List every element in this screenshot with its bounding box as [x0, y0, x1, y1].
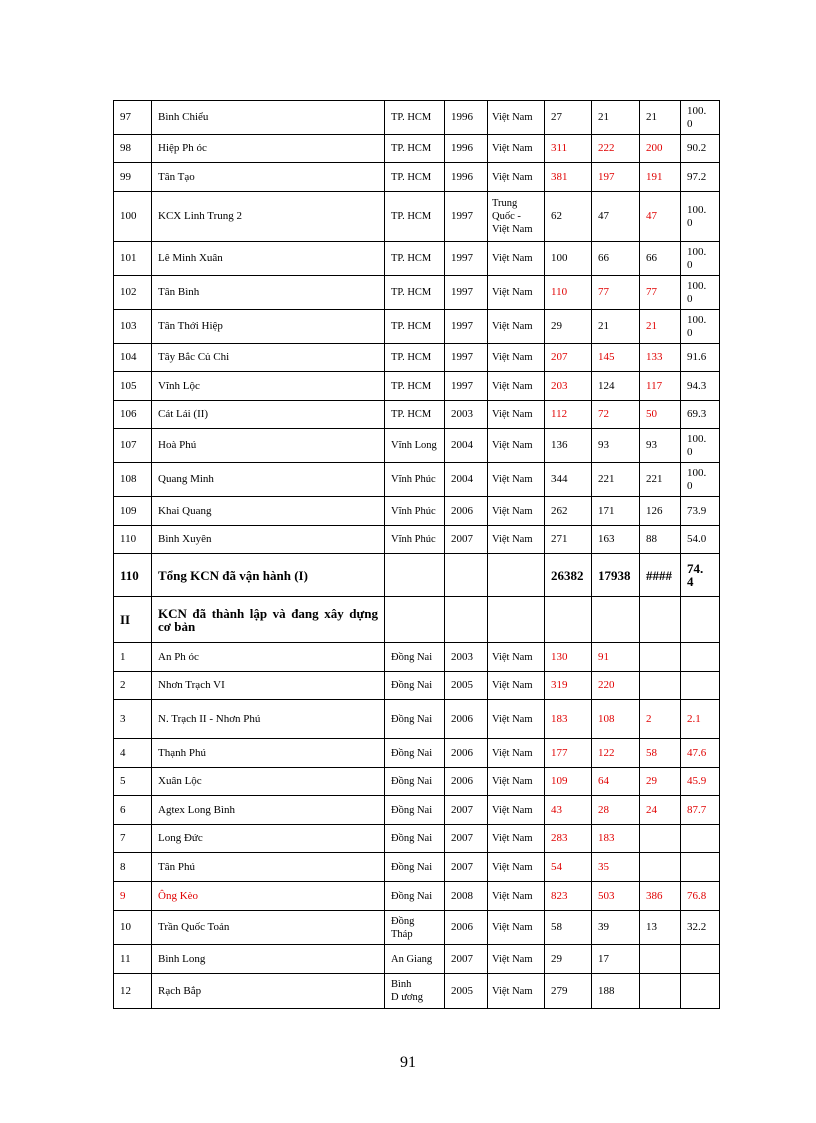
occupancy-rate: 87.7: [681, 796, 720, 825]
table-row: [114, 310, 720, 344]
established-year: 2006: [445, 700, 488, 739]
zone-name: Quang Minh: [152, 463, 385, 497]
industrial-land-area: 66: [592, 242, 640, 276]
leased-area: 29: [640, 768, 681, 796]
leased-area: 24: [640, 796, 681, 825]
industrial-land-area: 64: [592, 768, 640, 796]
established-year: 2004: [445, 463, 488, 497]
row-number: 6: [114, 796, 152, 825]
occupancy-rate: [681, 597, 720, 643]
table-row: [114, 672, 720, 700]
province: Đồng Nai: [385, 739, 445, 768]
total-area: 62: [545, 192, 592, 242]
province: TP. HCM: [385, 310, 445, 344]
table-row: [114, 276, 720, 310]
investor-country: Việt Nam: [488, 945, 545, 974]
total-area: 203: [545, 372, 592, 401]
zone-name: Trần Quốc Toản: [152, 911, 385, 945]
table-row: [114, 911, 720, 945]
established-year: 1997: [445, 192, 488, 242]
total-area: 319: [545, 672, 592, 700]
table-row: [114, 429, 720, 463]
occupancy-rate: 100. 0: [681, 242, 720, 276]
row-number: 4: [114, 739, 152, 768]
established-year: 2006: [445, 768, 488, 796]
table-row: [114, 163, 720, 192]
occupancy-rate: 100. 0: [681, 192, 720, 242]
province: TP. HCM: [385, 344, 445, 372]
investor-country: Việt Nam: [488, 672, 545, 700]
established-year: [445, 597, 488, 643]
row-number: 1: [114, 643, 152, 672]
occupancy-rate: 100. 0: [681, 276, 720, 310]
province: An Giang: [385, 945, 445, 974]
established-year: 2003: [445, 643, 488, 672]
zone-name: Ông Kèo: [152, 882, 385, 911]
established-year: 2006: [445, 911, 488, 945]
total-area: 177: [545, 739, 592, 768]
row-number: 105: [114, 372, 152, 401]
zone-name: N. Trạch II - Nhơn Phú: [152, 700, 385, 739]
total-area: [545, 597, 592, 643]
total-area: 130: [545, 643, 592, 672]
industrial-land-area: 77: [592, 276, 640, 310]
investor-country: Việt Nam: [488, 643, 545, 672]
table-row: [114, 853, 720, 882]
zone-name: Bình Chiểu: [152, 101, 385, 135]
occupancy-rate: 69.3: [681, 401, 720, 429]
investor-country: Việt Nam: [488, 700, 545, 739]
investor-country: Việt Nam: [488, 911, 545, 945]
total-area: 183: [545, 700, 592, 739]
occupancy-rate: [681, 672, 720, 700]
province: Đồng Nai: [385, 853, 445, 882]
established-year: 2006: [445, 739, 488, 768]
established-year: 1996: [445, 101, 488, 135]
industrial-land-area: 171: [592, 497, 640, 526]
leased-area: 200: [640, 135, 681, 163]
zone-name: Tây Bắc Củ Chi: [152, 344, 385, 372]
occupancy-rate: 45.9: [681, 768, 720, 796]
province: Vĩnh Phúc: [385, 463, 445, 497]
zone-name: Hoà Phú: [152, 429, 385, 463]
zone-name: Thạnh Phú: [152, 739, 385, 768]
province: Đồng Nai: [385, 882, 445, 911]
province: Đồng Tháp: [385, 911, 445, 945]
leased-area: [640, 974, 681, 1009]
investor-country: Việt Nam: [488, 882, 545, 911]
province: TP. HCM: [385, 163, 445, 192]
leased-area: [640, 643, 681, 672]
investor-country: Việt Nam: [488, 825, 545, 853]
total-area: 100: [545, 242, 592, 276]
investor-country: Việt Nam: [488, 497, 545, 526]
leased-area: 47: [640, 192, 681, 242]
row-number: 3: [114, 700, 152, 739]
table-row: [114, 643, 720, 672]
industrial-land-area: 35: [592, 853, 640, 882]
investor-country: Việt Nam: [488, 401, 545, 429]
total-area: 136: [545, 429, 592, 463]
province: [385, 554, 445, 597]
investor-country: Việt Nam: [488, 310, 545, 344]
industrial-land-area: 124: [592, 372, 640, 401]
occupancy-rate: 74. 4: [681, 554, 720, 597]
occupancy-rate: 2.1: [681, 700, 720, 739]
province: Vĩnh Phúc: [385, 526, 445, 554]
zone-name: An Ph óc: [152, 643, 385, 672]
table-row: [114, 372, 720, 401]
table-row: [114, 882, 720, 911]
occupancy-rate: 76.8: [681, 882, 720, 911]
total-area: 283: [545, 825, 592, 853]
zone-name: Bình Long: [152, 945, 385, 974]
zone-name: Long Đức: [152, 825, 385, 853]
row-number: 9: [114, 882, 152, 911]
leased-area: 21: [640, 310, 681, 344]
leased-area: 133: [640, 344, 681, 372]
industrial-land-area: 17938: [592, 554, 640, 597]
industrial-land-area: 91: [592, 643, 640, 672]
leased-area: ####: [640, 554, 681, 597]
total-area: 271: [545, 526, 592, 554]
industrial-land-area: 122: [592, 739, 640, 768]
row-number: 97: [114, 101, 152, 135]
province: [385, 597, 445, 643]
total-area: 823: [545, 882, 592, 911]
investor-country: Việt Nam: [488, 526, 545, 554]
total-area: 26382: [545, 554, 592, 597]
table-row: [114, 825, 720, 853]
occupancy-rate: 100. 0: [681, 463, 720, 497]
established-year: 2003: [445, 401, 488, 429]
investor-country: Việt Nam: [488, 163, 545, 192]
zone-name: Tân Thới Hiệp: [152, 310, 385, 344]
occupancy-rate: 91.6: [681, 344, 720, 372]
leased-area: 2: [640, 700, 681, 739]
occupancy-rate: 94.3: [681, 372, 720, 401]
investor-country: [488, 554, 545, 597]
industrial-land-area: 220: [592, 672, 640, 700]
row-number: 98: [114, 135, 152, 163]
occupancy-rate: 100. 0: [681, 429, 720, 463]
investor-country: Việt Nam: [488, 101, 545, 135]
zone-name: Bình Xuyên: [152, 526, 385, 554]
row-number: 10: [114, 911, 152, 945]
leased-area: 13: [640, 911, 681, 945]
industrial-land-area: 47: [592, 192, 640, 242]
industrial-land-area: 163: [592, 526, 640, 554]
leased-area: 93: [640, 429, 681, 463]
leased-area: 50: [640, 401, 681, 429]
province: Đồng Nai: [385, 700, 445, 739]
row-number: 102: [114, 276, 152, 310]
zone-name: Nhơn Trạch VI: [152, 672, 385, 700]
established-year: 2005: [445, 672, 488, 700]
occupancy-rate: [681, 643, 720, 672]
leased-area: 88: [640, 526, 681, 554]
province: TP. HCM: [385, 242, 445, 276]
zone-name: Rạch Bắp: [152, 974, 385, 1009]
investor-country: Việt Nam: [488, 974, 545, 1009]
province: TP. HCM: [385, 135, 445, 163]
total-area: 110: [545, 276, 592, 310]
established-year: 2007: [445, 945, 488, 974]
zone-name: Vĩnh Lộc: [152, 372, 385, 401]
row-number: 107: [114, 429, 152, 463]
row-number: 7: [114, 825, 152, 853]
province: Đồng Nai: [385, 796, 445, 825]
industrial-land-area: 503: [592, 882, 640, 911]
row-number: 11: [114, 945, 152, 974]
industrial-land-area: 17: [592, 945, 640, 974]
province: TP. HCM: [385, 276, 445, 310]
zone-name: Tân Bình: [152, 276, 385, 310]
row-number: 12: [114, 974, 152, 1009]
total-area: 43: [545, 796, 592, 825]
leased-area: [640, 672, 681, 700]
occupancy-rate: 73.9: [681, 497, 720, 526]
total-area: 381: [545, 163, 592, 192]
leased-area: 58: [640, 739, 681, 768]
total-area: 262: [545, 497, 592, 526]
investor-country: Việt Nam: [488, 796, 545, 825]
industrial-land-area: 39: [592, 911, 640, 945]
row-number: 99: [114, 163, 152, 192]
province: Đồng Nai: [385, 825, 445, 853]
row-number: 100: [114, 192, 152, 242]
leased-area: [640, 597, 681, 643]
total-area: 344: [545, 463, 592, 497]
occupancy-rate: [681, 945, 720, 974]
occupancy-rate: 97.2: [681, 163, 720, 192]
leased-area: 386: [640, 882, 681, 911]
province: Bình D ương: [385, 974, 445, 1009]
investor-country: Việt Nam: [488, 429, 545, 463]
total-area: 109: [545, 768, 592, 796]
total-area: 54: [545, 853, 592, 882]
industrial-land-area: 21: [592, 310, 640, 344]
investor-country: Việt Nam: [488, 135, 545, 163]
industrial-land-area: 221: [592, 463, 640, 497]
zone-name: Tân Tạo: [152, 163, 385, 192]
row-number: 106: [114, 401, 152, 429]
total-area: 27: [545, 101, 592, 135]
established-year: 1997: [445, 372, 488, 401]
investor-country: Trung Quốc - Việt Nam: [488, 192, 545, 242]
established-year: 2007: [445, 853, 488, 882]
investor-country: Việt Nam: [488, 344, 545, 372]
table-row: [114, 974, 720, 1009]
established-year: 2006: [445, 497, 488, 526]
established-year: 1996: [445, 135, 488, 163]
row-number: 108: [114, 463, 152, 497]
established-year: 1997: [445, 310, 488, 344]
zone-name: Hiệp Ph óc: [152, 135, 385, 163]
established-year: [445, 554, 488, 597]
province: Đồng Nai: [385, 672, 445, 700]
row-number: 104: [114, 344, 152, 372]
leased-area: 126: [640, 497, 681, 526]
table-row: [114, 768, 720, 796]
industrial-land-area: 145: [592, 344, 640, 372]
established-year: 2007: [445, 526, 488, 554]
established-year: 2007: [445, 796, 488, 825]
total-area: 29: [545, 945, 592, 974]
table-row: [114, 344, 720, 372]
industrial-land-area: 93: [592, 429, 640, 463]
industrial-land-area: 108: [592, 700, 640, 739]
occupancy-rate: 32.2: [681, 911, 720, 945]
zone-name: Khai Quang: [152, 497, 385, 526]
leased-area: 77: [640, 276, 681, 310]
zone-name: Tân Phú: [152, 853, 385, 882]
leased-area: 191: [640, 163, 681, 192]
established-year: 2007: [445, 825, 488, 853]
established-year: 2008: [445, 882, 488, 911]
leased-area: 66: [640, 242, 681, 276]
investor-country: Việt Nam: [488, 242, 545, 276]
established-year: 2004: [445, 429, 488, 463]
industrial-land-area: 222: [592, 135, 640, 163]
total-area: 279: [545, 974, 592, 1009]
row-number: 5: [114, 768, 152, 796]
row-number: 8: [114, 853, 152, 882]
occupancy-rate: 100. 0: [681, 310, 720, 344]
leased-area: [640, 825, 681, 853]
table-row: [114, 526, 720, 554]
established-year: 1997: [445, 276, 488, 310]
industrial-land-area: 183: [592, 825, 640, 853]
table-row: [114, 463, 720, 497]
page-number: 91: [400, 1054, 416, 1071]
industrial-land-area: 72: [592, 401, 640, 429]
investor-country: Việt Nam: [488, 372, 545, 401]
zone-name: Cát Lái (II): [152, 401, 385, 429]
province: TP. HCM: [385, 372, 445, 401]
table-row: [114, 796, 720, 825]
table-row: [114, 135, 720, 163]
industrial-land-area: [592, 597, 640, 643]
table-row: [114, 700, 720, 739]
occupancy-rate: 100. 0: [681, 101, 720, 135]
investor-country: [488, 597, 545, 643]
zone-name: Xuân Lộc: [152, 768, 385, 796]
row-number: 103: [114, 310, 152, 344]
table-row: [114, 597, 720, 643]
leased-area: 117: [640, 372, 681, 401]
province: Đồng Nai: [385, 643, 445, 672]
total-area: 58: [545, 911, 592, 945]
occupancy-rate: [681, 825, 720, 853]
row-number: 2: [114, 672, 152, 700]
leased-area: [640, 945, 681, 974]
total-area: 29: [545, 310, 592, 344]
investor-country: Việt Nam: [488, 739, 545, 768]
industrial-zone-table: [113, 100, 720, 1009]
leased-area: 221: [640, 463, 681, 497]
province: TP. HCM: [385, 401, 445, 429]
province: Đồng Nai: [385, 768, 445, 796]
table-row: [114, 739, 720, 768]
row-number: 109: [114, 497, 152, 526]
row-number: II: [114, 597, 152, 643]
row-number: 110: [114, 554, 152, 597]
total-area: 207: [545, 344, 592, 372]
zone-name: KCN đã thành lập và đang xây dựng cơ bản: [152, 597, 385, 643]
zone-name: Tổng KCN đã vận hành (I): [152, 554, 385, 597]
total-area: 112: [545, 401, 592, 429]
leased-area: 21: [640, 101, 681, 135]
total-area: 311: [545, 135, 592, 163]
investor-country: Việt Nam: [488, 853, 545, 882]
industrial-land-area: 197: [592, 163, 640, 192]
province: Vĩnh Phúc: [385, 497, 445, 526]
table-row: [114, 401, 720, 429]
occupancy-rate: 90.2: [681, 135, 720, 163]
occupancy-rate: 47.6: [681, 739, 720, 768]
row-number: 101: [114, 242, 152, 276]
table-row: [114, 497, 720, 526]
province: TP. HCM: [385, 192, 445, 242]
occupancy-rate: [681, 853, 720, 882]
investor-country: Việt Nam: [488, 276, 545, 310]
investor-country: Việt Nam: [488, 463, 545, 497]
table-row: [114, 945, 720, 974]
row-number: 110: [114, 526, 152, 554]
zone-name: Agtex Long Bình: [152, 796, 385, 825]
table-row: [114, 192, 720, 242]
industrial-land-area: 188: [592, 974, 640, 1009]
table-row: [114, 554, 720, 597]
occupancy-rate: [681, 974, 720, 1009]
province: TP. HCM: [385, 101, 445, 135]
table-body: [114, 101, 720, 1009]
table-row: [114, 242, 720, 276]
industrial-land-area: 28: [592, 796, 640, 825]
established-year: 2005: [445, 974, 488, 1009]
established-year: 1996: [445, 163, 488, 192]
established-year: 1997: [445, 344, 488, 372]
established-year: 1997: [445, 242, 488, 276]
investor-country: Việt Nam: [488, 768, 545, 796]
zone-name: Lê Minh Xuân: [152, 242, 385, 276]
province: Vĩnh Long: [385, 429, 445, 463]
industrial-land-area: 21: [592, 101, 640, 135]
table-row: [114, 101, 720, 135]
zone-name: KCX Linh Trung 2: [152, 192, 385, 242]
leased-area: [640, 853, 681, 882]
occupancy-rate: 54.0: [681, 526, 720, 554]
